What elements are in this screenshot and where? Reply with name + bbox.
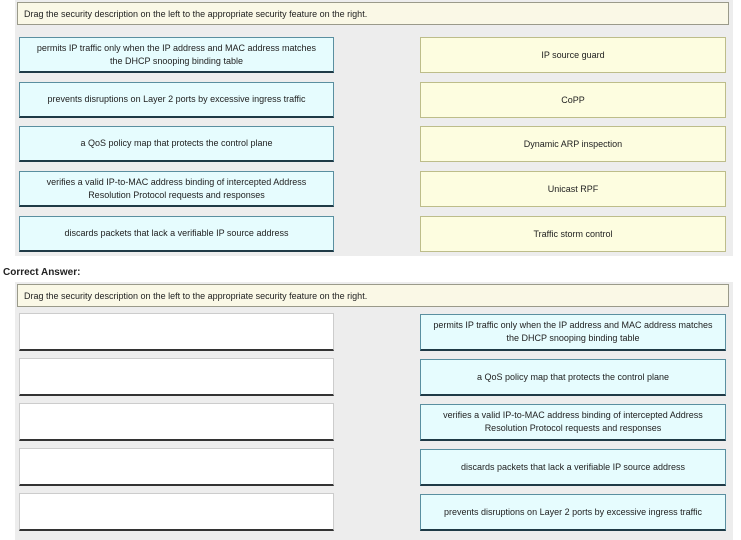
question-panel [15, 0, 733, 256]
feature-target-ip-source-guard[interactable]: IP source guard [420, 37, 726, 73]
empty-slot-2 [19, 358, 334, 396]
answer-card-5: prevents disruptions on Layer 2 ports by excessive ingress traffic [420, 494, 726, 531]
description-card-4[interactable]: verifies a valid IP-to-MAC address binding of intercepted Address Resolution Protocol requests and responses [19, 171, 334, 207]
empty-slot-4 [19, 448, 334, 486]
answer-card-3: verifies a valid IP-to-MAC address binding of intercepted Address Resolution Protocol requests and responses [420, 404, 726, 441]
description-card-3[interactable]: a QoS policy map that protects the control plane [19, 126, 334, 162]
instruction-text-answer: Drag the security description on the left to the appropriate security feature on the right. [17, 284, 729, 307]
correct-answer-label: Correct Answer: [3, 267, 81, 278]
empty-slot-1 [19, 313, 334, 351]
feature-target-dynamic-arp-inspection[interactable]: Dynamic ARP inspection [420, 126, 726, 162]
answer-card-4: discards packets that lack a verifiable IP source address [420, 449, 726, 486]
empty-slot-5 [19, 493, 334, 531]
feature-target-copp[interactable]: CoPP [420, 82, 726, 118]
answer-card-1: permits IP traffic only when the IP address and MAC address matches the DHCP snooping binding table [420, 314, 726, 351]
description-card-1[interactable]: permits IP traffic only when the IP address and MAC address matches the DHCP snooping binding table [19, 37, 334, 73]
feature-target-traffic-storm-control[interactable]: Traffic storm control [420, 216, 726, 252]
description-card-2[interactable]: prevents disruptions on Layer 2 ports by excessive ingress traffic [19, 82, 334, 118]
description-card-5[interactable]: discards packets that lack a verifiable IP source address [19, 216, 334, 252]
empty-slot-3 [19, 403, 334, 441]
answer-card-2: a QoS policy map that protects the control plane [420, 359, 726, 396]
answer-panel [15, 282, 733, 540]
feature-target-unicast-rpf[interactable]: Unicast RPF [420, 171, 726, 207]
instruction-text: Drag the security description on the left to the appropriate security feature on the right. [17, 2, 729, 25]
